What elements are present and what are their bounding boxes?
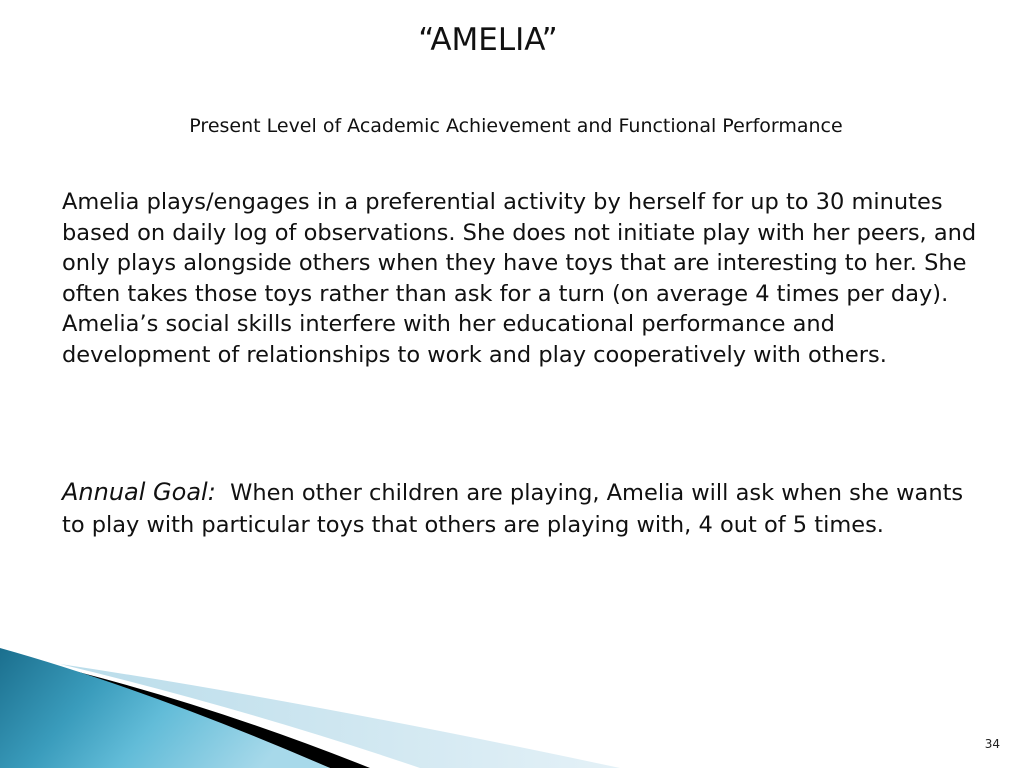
annual-goal-label: Annual Goal: <box>62 478 216 506</box>
page-number: 34 <box>984 737 1000 751</box>
annual-goal-paragraph <box>62 476 982 541</box>
slide-title: “AMELIA” <box>418 22 558 58</box>
pale-swoosh-shape <box>60 664 620 768</box>
teal-wedge-shape <box>0 648 330 768</box>
slide-subtitle: Present Level of Academic Achievement and Functional Performance <box>189 115 843 137</box>
annual-goal-text: When other children are playing, Amelia will ask when she wants to play with particular toys that others are playing with, 4 out of 5 times. <box>62 480 964 538</box>
present-level-paragraph: Amelia plays/engages in a preferential activity by herself for up to 30 minutes based on daily log of observations. She does not initiate play with her peers, and only plays alongside others when they have toys that are interesting to her. She often takes those toys rather than ask for a turn (on average 4 times per day). Amelia’s social skills interfere with her educational performance and development of relationships to work and play cooperatively with others. <box>62 189 977 368</box>
black-swoosh-shape <box>30 660 370 768</box>
